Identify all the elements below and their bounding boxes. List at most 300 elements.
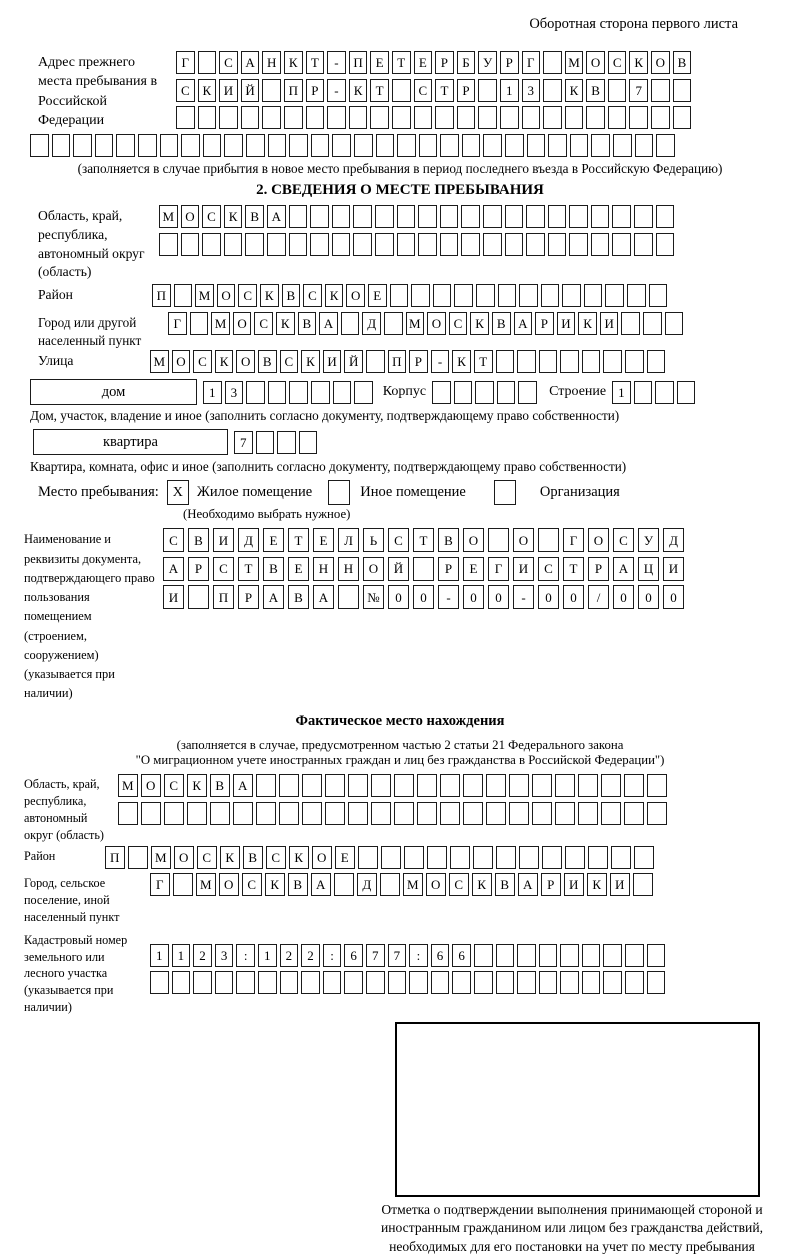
char-cell[interactable] (608, 79, 627, 102)
char-cell[interactable] (348, 774, 368, 797)
char-cell[interactable] (262, 106, 281, 129)
char-cell[interactable] (452, 971, 471, 994)
char-cell[interactable]: Д (238, 528, 259, 552)
char-cell[interactable]: М (406, 312, 425, 335)
char-cell[interactable] (560, 350, 579, 373)
char-cell[interactable]: О (463, 528, 484, 552)
char-cell[interactable]: В (258, 350, 277, 373)
char-cell[interactable]: К (276, 312, 295, 335)
char-cell[interactable] (543, 51, 562, 74)
char-cell[interactable] (440, 134, 459, 157)
char-cell[interactable]: К (265, 873, 285, 896)
char-cell[interactable]: 2 (301, 944, 320, 967)
char-cell[interactable]: Й (241, 79, 260, 102)
char-cell[interactable] (486, 802, 506, 825)
char-cell[interactable] (198, 51, 217, 74)
char-cell[interactable]: С (388, 528, 409, 552)
char-cell[interactable] (267, 233, 286, 256)
char-cell[interactable] (613, 134, 632, 157)
char-cell[interactable]: О (426, 873, 446, 896)
char-cell[interactable]: Е (313, 528, 334, 552)
char-cell[interactable]: М (159, 205, 178, 228)
char-cell[interactable]: И (600, 312, 619, 335)
char-cell[interactable]: И (219, 79, 238, 102)
char-cell[interactable] (505, 205, 524, 228)
char-cell[interactable] (366, 971, 385, 994)
char-cell[interactable]: : (236, 944, 255, 967)
char-cell[interactable]: С (613, 528, 634, 552)
char-cell[interactable]: Р (188, 557, 209, 581)
char-cell[interactable] (164, 802, 184, 825)
char-cell[interactable] (656, 233, 675, 256)
char-cell[interactable] (332, 205, 351, 228)
char-cell[interactable]: А (311, 873, 331, 896)
char-cell[interactable]: И (323, 350, 342, 373)
char-cell[interactable] (526, 233, 545, 256)
char-cell[interactable]: Т (563, 557, 584, 581)
char-cell[interactable] (325, 774, 345, 797)
char-cell[interactable]: О (651, 51, 670, 74)
char-cell[interactable] (591, 205, 610, 228)
char-cell[interactable] (625, 971, 644, 994)
char-cell[interactable] (621, 312, 640, 335)
char-cell[interactable] (215, 971, 234, 994)
char-cell[interactable]: О (513, 528, 534, 552)
char-cell[interactable] (548, 233, 567, 256)
char-cell[interactable] (505, 134, 524, 157)
char-cell[interactable] (188, 585, 209, 609)
char-cell[interactable] (349, 106, 368, 129)
char-cell[interactable] (341, 312, 360, 335)
char-cell[interactable] (256, 431, 275, 454)
char-cell[interactable]: И (610, 873, 630, 896)
char-cell[interactable]: : (409, 944, 428, 967)
char-cell[interactable] (241, 106, 260, 129)
char-cell[interactable] (454, 284, 473, 307)
char-cell[interactable] (578, 774, 598, 797)
char-cell[interactable]: П (284, 79, 303, 102)
char-cell[interactable]: К (349, 79, 368, 102)
char-cell[interactable] (474, 971, 493, 994)
char-cell[interactable]: И (564, 873, 584, 896)
char-cell[interactable] (203, 134, 222, 157)
char-cell[interactable]: С (266, 846, 286, 869)
char-cell[interactable] (440, 774, 460, 797)
char-cell[interactable]: - (327, 51, 346, 74)
char-cell[interactable] (311, 134, 330, 157)
char-cell[interactable]: 3 (215, 944, 234, 967)
char-cell[interactable] (118, 802, 138, 825)
char-cell[interactable]: 0 (463, 585, 484, 609)
char-cell[interactable] (440, 205, 459, 228)
char-cell[interactable]: 1 (500, 79, 519, 102)
char-cell[interactable] (353, 205, 372, 228)
char-cell[interactable] (603, 971, 622, 994)
char-cell[interactable] (141, 802, 161, 825)
char-cell[interactable]: О (141, 774, 161, 797)
char-cell[interactable]: / (588, 585, 609, 609)
char-cell[interactable] (233, 802, 253, 825)
char-cell[interactable]: С (163, 528, 184, 552)
char-cell[interactable]: Г (168, 312, 187, 335)
char-cell[interactable] (280, 971, 299, 994)
char-cell[interactable]: К (284, 51, 303, 74)
char-cell[interactable] (380, 873, 400, 896)
char-cell[interactable] (463, 774, 483, 797)
char-cell[interactable]: У (478, 51, 497, 74)
char-cell[interactable]: С (202, 205, 221, 228)
char-cell[interactable] (625, 944, 644, 967)
char-cell[interactable] (517, 350, 536, 373)
char-cell[interactable]: А (518, 873, 538, 896)
char-cell[interactable] (560, 944, 579, 967)
char-cell[interactable] (677, 381, 696, 404)
char-cell[interactable]: Т (306, 51, 325, 74)
char-cell[interactable] (543, 106, 562, 129)
char-cell[interactable]: 1 (172, 944, 191, 967)
char-cell[interactable]: С (242, 873, 262, 896)
char-cell[interactable] (370, 106, 389, 129)
char-cell[interactable] (539, 350, 558, 373)
char-cell[interactable] (173, 873, 193, 896)
char-cell[interactable] (354, 134, 373, 157)
char-cell[interactable] (358, 846, 378, 869)
char-cell[interactable] (289, 205, 308, 228)
char-cell[interactable]: № (363, 585, 384, 609)
char-cell[interactable] (651, 79, 670, 102)
char-cell[interactable]: С (449, 873, 469, 896)
char-cell[interactable] (539, 971, 558, 994)
char-cell[interactable]: В (210, 774, 230, 797)
char-cell[interactable]: Г (563, 528, 584, 552)
char-cell[interactable] (333, 381, 352, 404)
char-cell[interactable] (450, 846, 470, 869)
char-cell[interactable] (236, 971, 255, 994)
char-cell[interactable] (517, 944, 536, 967)
char-cell[interactable]: И (513, 557, 534, 581)
char-cell[interactable] (532, 802, 552, 825)
char-cell[interactable] (246, 381, 265, 404)
char-cell[interactable] (474, 944, 493, 967)
char-cell[interactable] (543, 79, 562, 102)
char-cell[interactable]: Р (306, 79, 325, 102)
char-cell[interactable] (612, 205, 631, 228)
char-cell[interactable]: 0 (413, 585, 434, 609)
char-cell[interactable]: В (586, 79, 605, 102)
char-cell[interactable] (116, 134, 135, 157)
char-cell[interactable]: Ь (363, 528, 384, 552)
char-cell[interactable] (656, 205, 675, 228)
char-cell[interactable]: С (254, 312, 273, 335)
char-cell[interactable] (388, 971, 407, 994)
char-cell[interactable] (635, 134, 654, 157)
char-cell[interactable] (643, 312, 662, 335)
char-cell[interactable] (497, 381, 516, 404)
char-cell[interactable] (433, 284, 452, 307)
char-cell[interactable] (656, 134, 675, 157)
char-cell[interactable]: Г (522, 51, 541, 74)
char-cell[interactable]: Р (535, 312, 554, 335)
char-cell[interactable]: А (514, 312, 533, 335)
char-cell[interactable] (181, 233, 200, 256)
char-cell[interactable] (625, 350, 644, 373)
char-cell[interactable] (591, 233, 610, 256)
char-cell[interactable] (174, 284, 193, 307)
char-cell[interactable]: П (349, 51, 368, 74)
char-cell[interactable] (417, 774, 437, 797)
char-cell[interactable] (289, 233, 308, 256)
char-cell[interactable]: 2 (193, 944, 212, 967)
char-cell[interactable] (509, 774, 529, 797)
char-cell[interactable]: Г (488, 557, 509, 581)
char-cell[interactable] (647, 971, 666, 994)
char-cell[interactable] (258, 971, 277, 994)
char-cell[interactable] (301, 971, 320, 994)
char-cell[interactable]: М (118, 774, 138, 797)
char-cell[interactable]: - (438, 585, 459, 609)
char-cell[interactable] (555, 774, 575, 797)
char-cell[interactable]: 2 (280, 944, 299, 967)
char-cell[interactable] (461, 233, 480, 256)
char-cell[interactable] (603, 350, 622, 373)
char-cell[interactable] (463, 802, 483, 825)
char-cell[interactable] (569, 233, 588, 256)
char-cell[interactable] (634, 846, 654, 869)
char-cell[interactable] (649, 284, 668, 307)
char-cell[interactable] (496, 971, 515, 994)
char-cell[interactable]: О (219, 873, 239, 896)
char-cell[interactable]: С (538, 557, 559, 581)
char-cell[interactable] (354, 381, 373, 404)
char-cell[interactable] (475, 381, 494, 404)
char-cell[interactable] (138, 134, 157, 157)
char-cell[interactable]: 0 (638, 585, 659, 609)
char-cell[interactable] (570, 134, 589, 157)
char-cell[interactable] (279, 802, 299, 825)
char-cell[interactable] (418, 233, 437, 256)
char-cell[interactable] (279, 774, 299, 797)
char-cell[interactable]: 7 (234, 431, 253, 454)
char-cell[interactable]: 3 (225, 381, 244, 404)
char-cell[interactable] (375, 233, 394, 256)
char-cell[interactable] (431, 971, 450, 994)
char-cell[interactable]: 3 (522, 79, 541, 102)
char-cell[interactable] (348, 802, 368, 825)
char-cell[interactable] (603, 944, 622, 967)
char-cell[interactable] (496, 944, 515, 967)
char-cell[interactable]: Т (392, 51, 411, 74)
char-cell[interactable]: Р (438, 557, 459, 581)
char-cell[interactable]: С (219, 51, 238, 74)
char-cell[interactable] (496, 846, 516, 869)
char-cell[interactable] (371, 774, 391, 797)
char-cell[interactable]: Д (362, 312, 381, 335)
char-cell[interactable]: А (267, 205, 286, 228)
char-cell[interactable] (541, 284, 560, 307)
char-cell[interactable] (457, 106, 476, 129)
char-cell[interactable] (542, 846, 562, 869)
char-cell[interactable] (332, 134, 351, 157)
char-cell[interactable] (538, 528, 559, 552)
char-cell[interactable] (289, 381, 308, 404)
char-cell[interactable]: А (241, 51, 260, 74)
char-cell[interactable]: П (388, 350, 407, 373)
char-cell[interactable] (245, 233, 264, 256)
char-cell[interactable]: Р (435, 51, 454, 74)
char-cell[interactable]: С (238, 284, 257, 307)
char-cell[interactable]: О (217, 284, 236, 307)
char-cell[interactable]: К (220, 846, 240, 869)
char-cell[interactable] (582, 971, 601, 994)
char-cell[interactable]: 1 (258, 944, 277, 967)
char-cell[interactable]: Е (414, 51, 433, 74)
char-cell[interactable]: П (213, 585, 234, 609)
char-cell[interactable]: А (319, 312, 338, 335)
char-cell[interactable] (478, 106, 497, 129)
char-cell[interactable] (548, 134, 567, 157)
char-cell[interactable]: И (163, 585, 184, 609)
char-cell[interactable] (311, 381, 330, 404)
char-cell[interactable] (224, 134, 243, 157)
char-cell[interactable]: - (513, 585, 534, 609)
char-cell[interactable] (375, 205, 394, 228)
char-cell[interactable] (397, 134, 416, 157)
char-cell[interactable] (289, 134, 308, 157)
char-cell[interactable]: И (557, 312, 576, 335)
char-cell[interactable] (435, 106, 454, 129)
char-cell[interactable] (655, 381, 674, 404)
char-cell[interactable] (384, 312, 403, 335)
char-cell[interactable]: К (578, 312, 597, 335)
char-cell[interactable] (483, 134, 502, 157)
char-cell[interactable]: Р (409, 350, 428, 373)
char-cell[interactable]: В (245, 205, 264, 228)
char-cell[interactable]: Д (357, 873, 377, 896)
char-cell[interactable] (565, 846, 585, 869)
char-cell[interactable] (634, 205, 653, 228)
char-cell[interactable] (413, 557, 434, 581)
char-cell[interactable] (411, 284, 430, 307)
char-cell[interactable] (526, 205, 545, 228)
char-cell[interactable]: В (492, 312, 511, 335)
char-cell[interactable] (611, 846, 631, 869)
char-cell[interactable]: К (224, 205, 243, 228)
char-cell[interactable] (394, 802, 414, 825)
char-cell[interactable] (601, 802, 621, 825)
char-cell[interactable] (277, 431, 296, 454)
char-cell[interactable]: В (288, 873, 308, 896)
char-cell[interactable]: С (197, 846, 217, 869)
organization-checkbox[interactable] (494, 480, 516, 505)
char-cell[interactable]: Л (338, 528, 359, 552)
char-cell[interactable]: О (586, 51, 605, 74)
char-cell[interactable] (73, 134, 92, 157)
char-cell[interactable]: А (313, 585, 334, 609)
char-cell[interactable] (190, 312, 209, 335)
char-cell[interactable] (371, 802, 391, 825)
char-cell[interactable] (256, 802, 276, 825)
char-cell[interactable]: Г (176, 51, 195, 74)
char-cell[interactable] (555, 802, 575, 825)
char-cell[interactable]: Е (335, 846, 355, 869)
char-cell[interactable] (176, 106, 195, 129)
char-cell[interactable] (394, 774, 414, 797)
char-cell[interactable] (325, 802, 345, 825)
char-cell[interactable] (397, 233, 416, 256)
char-cell[interactable]: Г (150, 873, 170, 896)
char-cell[interactable]: 1 (150, 944, 169, 967)
char-cell[interactable]: - (327, 79, 346, 102)
char-cell[interactable]: П (152, 284, 171, 307)
char-cell[interactable] (409, 971, 428, 994)
char-cell[interactable] (582, 350, 601, 373)
char-cell[interactable] (562, 284, 581, 307)
char-cell[interactable] (519, 846, 539, 869)
other-premises-checkbox[interactable] (328, 480, 350, 505)
char-cell[interactable]: С (449, 312, 468, 335)
char-cell[interactable] (505, 233, 524, 256)
char-cell[interactable]: Н (313, 557, 334, 581)
char-cell[interactable] (299, 431, 318, 454)
char-cell[interactable]: К (215, 350, 234, 373)
char-cell[interactable]: О (233, 312, 252, 335)
house-box[interactable]: дом (30, 379, 197, 405)
char-cell[interactable]: Ц (638, 557, 659, 581)
char-cell[interactable] (440, 802, 460, 825)
char-cell[interactable] (344, 971, 363, 994)
char-cell[interactable]: К (472, 873, 492, 896)
char-cell[interactable] (673, 106, 692, 129)
char-cell[interactable] (338, 585, 359, 609)
char-cell[interactable]: 0 (613, 585, 634, 609)
char-cell[interactable] (219, 106, 238, 129)
char-cell[interactable] (323, 971, 342, 994)
char-cell[interactable]: В (282, 284, 301, 307)
char-cell[interactable]: У (638, 528, 659, 552)
char-cell[interactable] (30, 134, 49, 157)
char-cell[interactable] (647, 944, 666, 967)
char-cell[interactable] (432, 381, 451, 404)
char-cell[interactable] (500, 106, 519, 129)
char-cell[interactable]: Р (541, 873, 561, 896)
char-cell[interactable]: К (325, 284, 344, 307)
char-cell[interactable]: П (105, 846, 125, 869)
char-cell[interactable] (302, 774, 322, 797)
char-cell[interactable] (381, 846, 401, 869)
char-cell[interactable]: С (608, 51, 627, 74)
char-cell[interactable] (198, 106, 217, 129)
char-cell[interactable] (517, 971, 536, 994)
char-cell[interactable]: 1 (612, 381, 631, 404)
char-cell[interactable] (601, 774, 621, 797)
char-cell[interactable]: 6 (452, 944, 471, 967)
char-cell[interactable]: В (495, 873, 515, 896)
char-cell[interactable]: К (452, 350, 471, 373)
char-cell[interactable] (586, 106, 605, 129)
char-cell[interactable] (519, 284, 538, 307)
char-cell[interactable]: Е (288, 557, 309, 581)
char-cell[interactable]: Т (413, 528, 434, 552)
char-cell[interactable] (488, 528, 509, 552)
char-cell[interactable]: Т (370, 79, 389, 102)
char-cell[interactable]: К (198, 79, 217, 102)
char-cell[interactable] (532, 774, 552, 797)
char-cell[interactable] (462, 134, 481, 157)
char-cell[interactable] (473, 846, 493, 869)
char-cell[interactable] (608, 106, 627, 129)
char-cell[interactable]: О (427, 312, 446, 335)
char-cell[interactable] (612, 233, 631, 256)
